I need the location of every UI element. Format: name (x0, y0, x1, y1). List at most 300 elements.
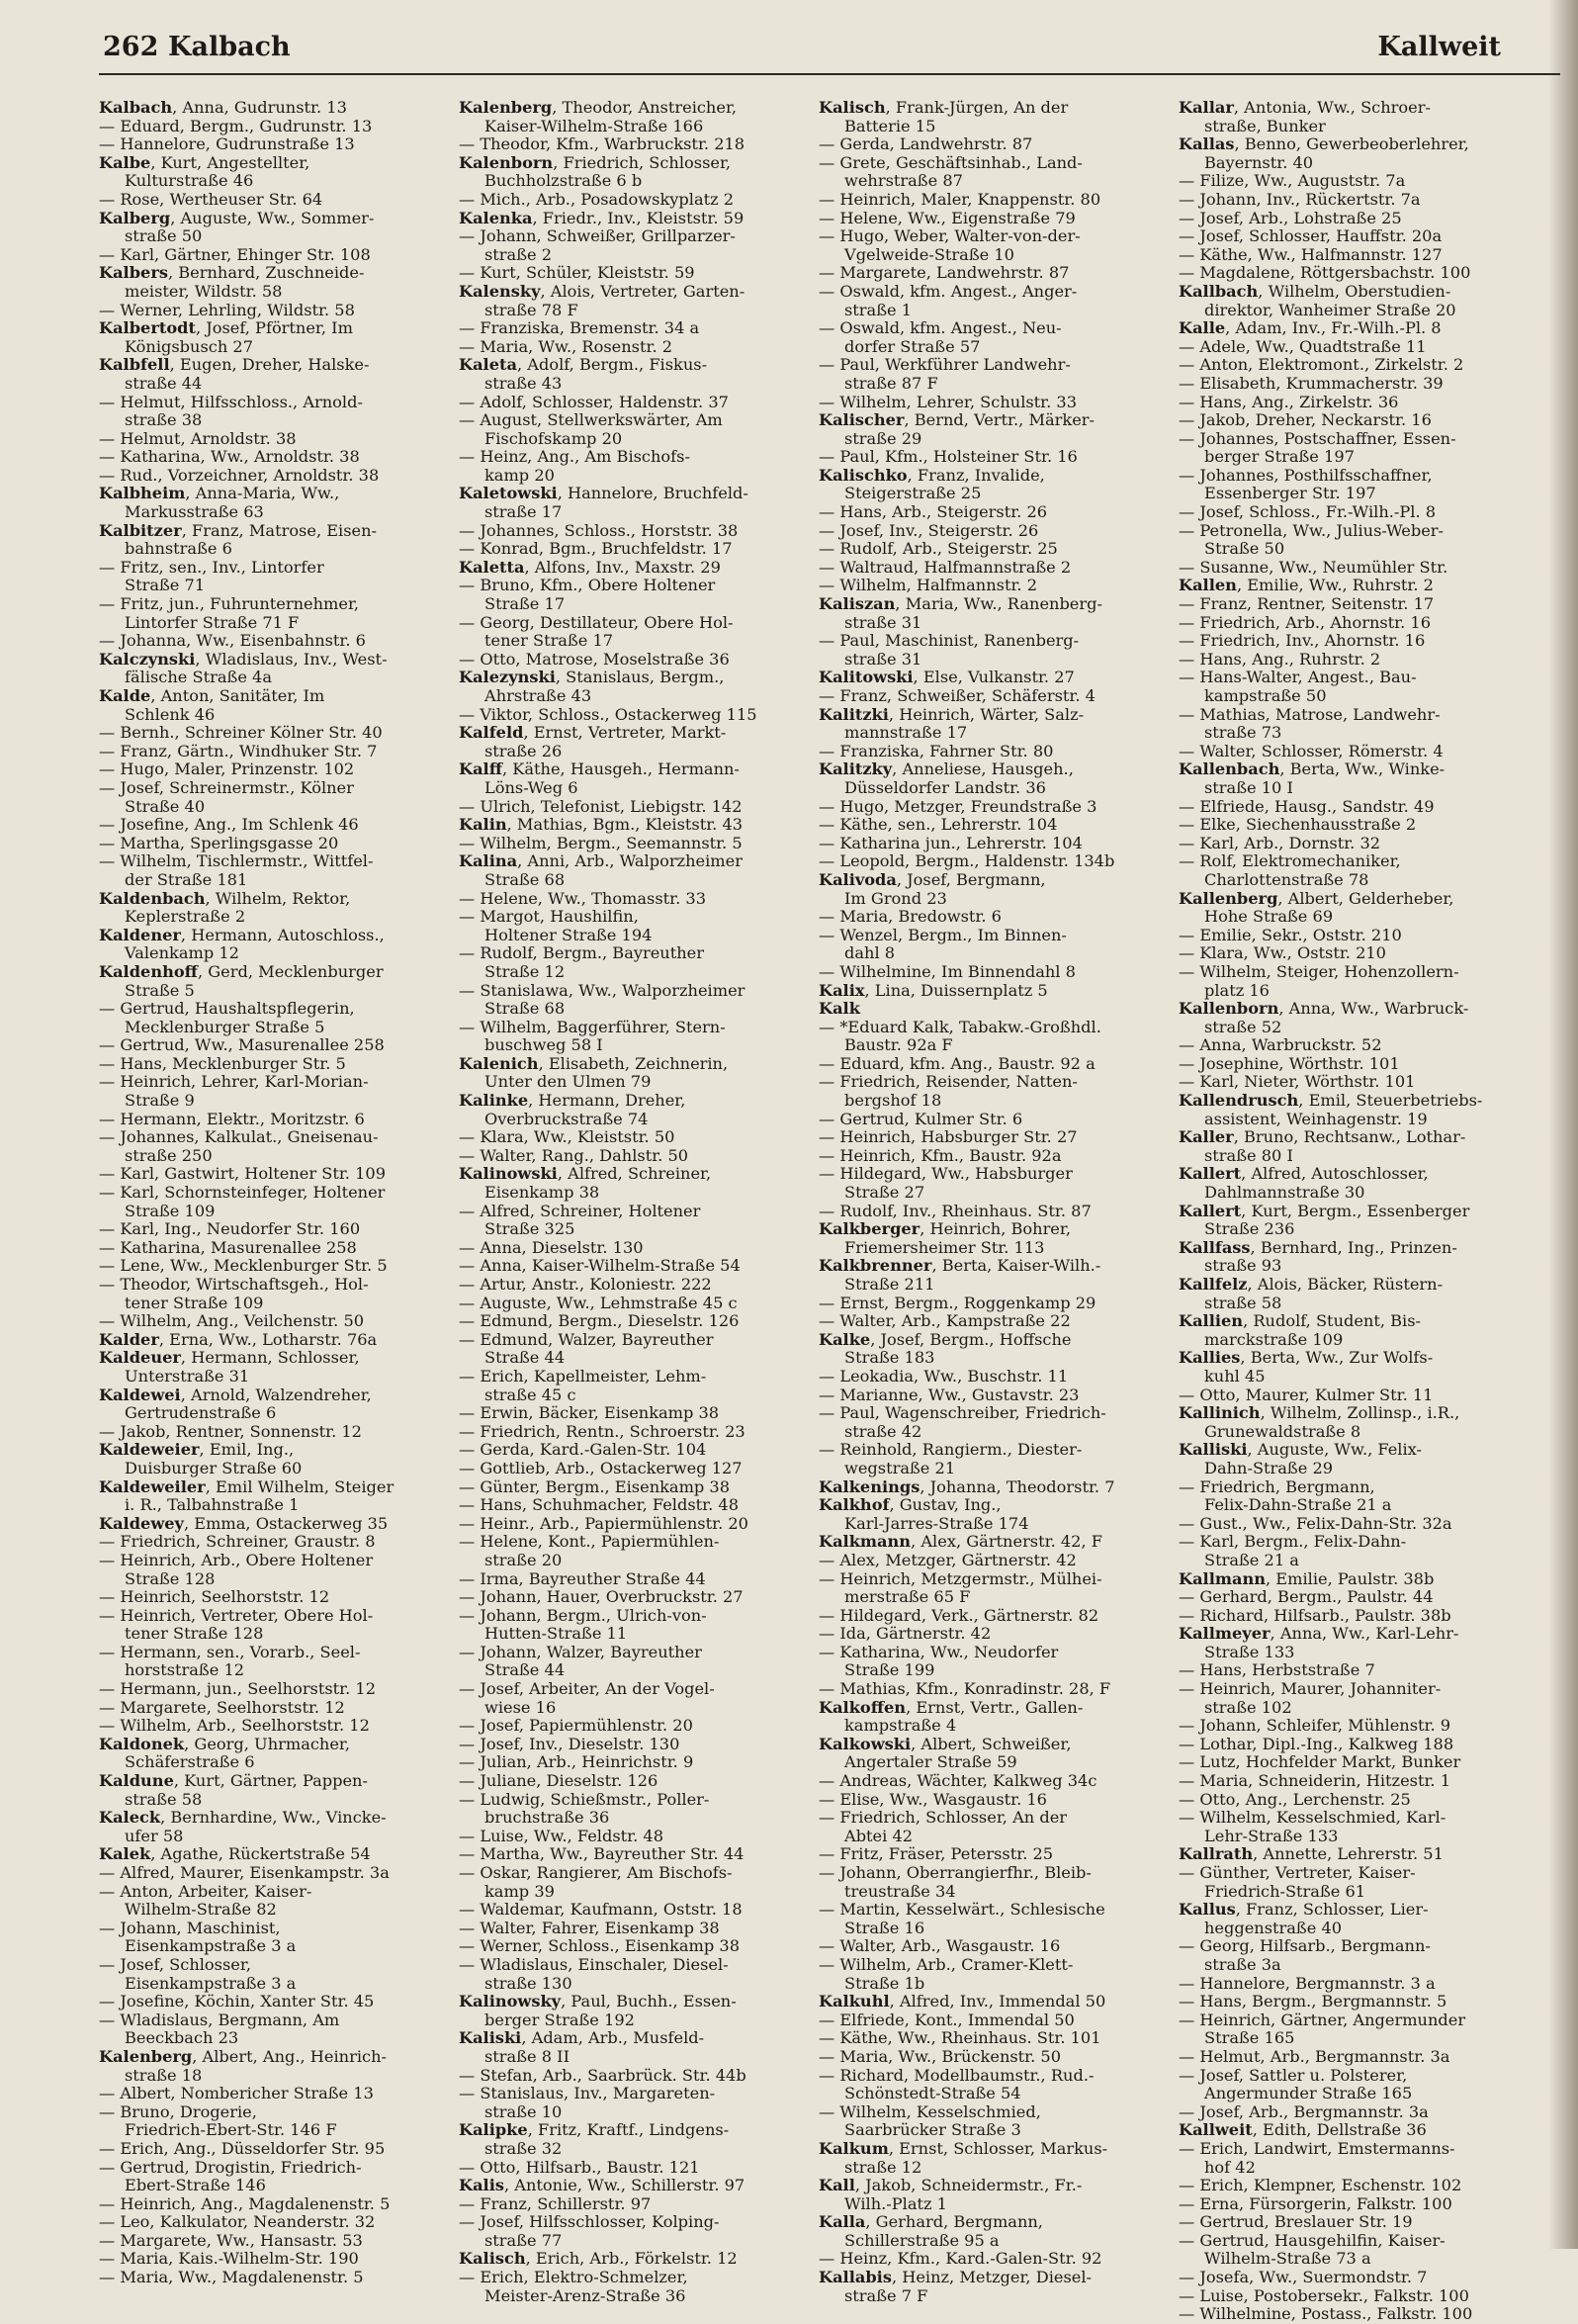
entry-surname: Kaletta (459, 557, 525, 577)
directory-entry (459, 577, 805, 613)
entry-text: — Susanne, Ww., Neumühler Str. (1179, 557, 1448, 577)
entry-text: , Franz, Invalide, (907, 465, 1045, 485)
directory-entry (99, 1607, 445, 1644)
entry-continuation: assistent, Weinhagenstr. 19 (1204, 1109, 1428, 1128)
entry-text: , Albert, Gelderheber, (1277, 888, 1454, 908)
entry-continuation: Duisburger Straße 60 (125, 1458, 303, 1477)
entry-text: , Friedrich, Schlosser, (553, 152, 732, 172)
entry-continuation: straße 80 I (1204, 1145, 1293, 1165)
entry-surname: Kalinowsky (459, 1992, 562, 2011)
entry-text: — Paul, Wagenschreiber, Friedrich- (819, 1403, 1106, 1423)
entry-text: — Hans, Herbststraße 7 (1179, 1660, 1375, 1680)
entry-text: — Bruno, Kfm., Obere Holtener (459, 576, 716, 595)
directory-entry (459, 1368, 805, 1404)
directory-entry (1179, 1993, 1525, 2011)
entry-text: — Margarete, Seelhorststr. 12 (99, 1697, 345, 1717)
directory-entry (1179, 1736, 1525, 1754)
entry-text: — Walter, Fahrer, Eisenkamp 38 (459, 1918, 720, 1937)
directory-entry (99, 1956, 445, 1993)
entry-text: — Auguste, Ww., Lehmstraße 45 c (459, 1293, 738, 1312)
entry-text: — Hermann, Elektr., Moritzstr. 6 (99, 1109, 365, 1128)
directory-entry (99, 1220, 445, 1239)
entry-text: , Alois, Bäcker, Rüstern- (1247, 1275, 1444, 1294)
entry-continuation: treustraße 34 (844, 1881, 956, 1901)
directory-entry (819, 871, 1165, 908)
entry-text: — Marianne, Ww., Gustavstr. 23 (819, 1385, 1080, 1404)
directory-entry (1179, 1717, 1525, 1736)
directory-entry (1179, 1165, 1525, 1202)
entry-text: — Josef, Schreinermstr., Kölner (99, 777, 354, 797)
entry-text: — Heinrich, Metzgermstr., Mülhei- (819, 1568, 1102, 1588)
entry-continuation: mannstraße 17 (844, 723, 968, 743)
entry-continuation: straße 58 (1204, 1293, 1282, 1312)
directory-entry (1179, 577, 1525, 595)
directory-entry (1179, 1607, 1525, 1626)
entry-continuation: Ahrstraße 43 (484, 686, 592, 705)
directory-entry (459, 540, 805, 559)
entry-continuation: Im Grond 23 (844, 888, 947, 908)
directory-entry (99, 1331, 445, 1350)
directory-entry (819, 1128, 1165, 1147)
directory-entry (99, 2085, 445, 2103)
entry-text: — Rudolf, Inv., Rheinhaus. Str. 87 (819, 1201, 1092, 1220)
entry-continuation: platz 16 (1204, 980, 1270, 1000)
entry-continuation: Lintorfer Straße 71 F (125, 612, 300, 632)
entry-surname: Kaleck (99, 1808, 161, 1828)
entry-text: — Hans-Walter, Angest., Bau- (1179, 668, 1417, 687)
entry-text: — Oswald, kfm. Angest., Neu- (819, 318, 1062, 338)
directory-entry (99, 485, 445, 521)
entry-text: — Hugo, Weber, Walter-von-der- (819, 226, 1081, 246)
entry-continuation: buschweg 58 I (484, 1035, 603, 1055)
directory-entry (459, 191, 805, 210)
directory-entry (459, 394, 805, 412)
entry-continuation: Straße 12 (484, 961, 566, 981)
entry-surname: Kalisch (819, 98, 886, 117)
directory-entry (99, 1644, 445, 1680)
entry-text: , Mathias, Bgm., Kleiststr. 43 (506, 815, 744, 835)
entry-text: , Eugen, Dreher, Halske- (169, 355, 370, 375)
entry-continuation: Straße 50 (1204, 539, 1285, 559)
entry-continuation: straße 20 (484, 1550, 563, 1569)
entry-text: , Anton, Sanitäter, Im (150, 686, 325, 705)
entry-continuation: Wilh.-Platz 1 (844, 2193, 947, 2213)
directory-entry (1179, 394, 1525, 412)
directory-entry (99, 191, 445, 210)
entry-surname: Kallbach (1179, 281, 1259, 301)
entry-text: , Emil Wilhelm, Steiger (205, 1476, 394, 1496)
directory-entry (819, 2269, 1165, 2305)
entry-surname: Kallenbach (1179, 760, 1280, 779)
entry-surname: Kaliszan (819, 594, 896, 614)
directory-entry (819, 1203, 1165, 1221)
entry-text: , Rudolf, Student, Bis- (1243, 1311, 1422, 1331)
entry-text: — Günther, Vertreter, Kaiser- (1179, 1863, 1416, 1882)
entry-continuation: Baustr. 92a F (844, 1035, 953, 1055)
entry-text: — Käthe, Ww., Rheinhaus. Str. 101 (819, 2028, 1101, 2048)
entry-surname: Kalischko (819, 465, 908, 485)
entry-text: , Emma, Ostackerweg 35 (183, 1513, 389, 1533)
entry-continuation: Straße 68 (484, 869, 566, 889)
entry-text: — Leokadia, Ww., Buschstr. 11 (819, 1366, 1069, 1385)
entry-text: — Edmund, Walzer, Bayreuther (459, 1329, 714, 1349)
directory-entry (99, 1036, 445, 1055)
directory-entry (819, 264, 1165, 283)
directory-entry (1179, 135, 1525, 172)
entry-surname: Kalbertodt (99, 318, 196, 338)
directory-entry (819, 1993, 1165, 2011)
entry-text: — Karl, Gärtner, Ehinger Str. 108 (99, 244, 371, 264)
entry-text: — Wladislaus, Einschaler, Diesel- (459, 1954, 729, 1974)
entry-continuation: Straße 71 (125, 576, 206, 595)
entry-text: — Gertrud, Haushaltspflegerin, (99, 999, 355, 1019)
directory-entry (819, 154, 1165, 191)
directory-entry (1179, 1092, 1525, 1128)
directory-entry (459, 1404, 805, 1423)
entry-text: — Maria, Ww., Brückenstr. 50 (819, 2046, 1062, 2066)
entry-text: — Katharina, Masurenallee 258 (99, 1237, 357, 1257)
entry-surname: Kalkmann (819, 1532, 912, 1552)
directory-entry (459, 1128, 805, 1147)
directory-entry (459, 448, 805, 485)
directory-entry (819, 1533, 1165, 1552)
entry-surname: Kallabis (819, 2268, 892, 2287)
entry-text: — Maria, Bredowstr. 6 (819, 907, 1002, 927)
entry-text: — Bernh., Schreiner Kölner Str. 40 (99, 723, 383, 743)
entry-text: — Eduard, Bergm., Gudrunstr. 13 (99, 116, 373, 135)
directory-entry (1179, 246, 1525, 265)
entry-continuation: straße 7 F (844, 2285, 928, 2305)
entry-surname: Kalbheim (99, 484, 186, 503)
entry-text: — Gerda, Kard.-Galen-Str. 104 (459, 1440, 707, 1460)
entry-continuation: straße 3a (1204, 1954, 1281, 1974)
entry-text: — Heinrich, Ang., Magdalenenstr. 5 (99, 2193, 391, 2213)
entry-text: — Wilhelm, Tischlermstr., Wittfel- (99, 851, 374, 871)
entry-text: — Karl, Arb., Dornstr. 32 (1179, 833, 1381, 852)
directory-entry (99, 1515, 445, 1534)
entry-continuation: Buchholzstraße 6 b (484, 171, 643, 191)
directory-entry (819, 2048, 1165, 2067)
directory-entry (1179, 1000, 1525, 1036)
entry-text: , Emil, Steuerbetriebs- (1298, 1091, 1483, 1111)
directory-entry (819, 1644, 1165, 1680)
right-guide-word: Kallweit (1377, 32, 1501, 62)
page-header (99, 18, 1560, 75)
entry-text: , Stanislaus, Bergm., (555, 668, 725, 687)
directory-entry (99, 2213, 445, 2232)
entry-text: , Alex, Gärtnerstr. 42, F (911, 1532, 1102, 1552)
directory-entry (1179, 503, 1525, 522)
directory-entry (819, 135, 1165, 154)
entry-text: , Gustav, Ing., (889, 1495, 1002, 1515)
entry-continuation: straße 10 I (1204, 777, 1293, 797)
directory-entry (819, 1845, 1165, 1864)
entry-continuation: straße 44 (125, 373, 203, 393)
entry-continuation: direktor, Wanheimer Straße 20 (1204, 300, 1456, 319)
entry-surname: Kaliski (459, 2028, 522, 2048)
directory-entry (819, 632, 1165, 669)
entry-text: — Friedrich, Reisender, Natten- (819, 1072, 1078, 1092)
entry-text: , Anneliese, Hausgeh., (892, 760, 1074, 779)
entry-text: — Magdalene, Röttgersbachstr. 100 (1179, 263, 1471, 283)
entry-text: , Käthe, Hausgeh., Hermann- (502, 760, 740, 779)
entry-continuation: Markusstraße 63 (125, 502, 264, 522)
entry-continuation: straße 73 (1204, 723, 1282, 743)
directory-entry (459, 2159, 805, 2178)
directory-entry (99, 1073, 445, 1110)
directory-entry (459, 1276, 805, 1295)
entry-text: , Wilhelm, Zollinsp., i.R., (1260, 1403, 1460, 1423)
entry-surname: Kaldener (99, 925, 181, 944)
directory-entry (459, 1312, 805, 1331)
directory-entry (1179, 632, 1525, 651)
directory-entry (1179, 2067, 1525, 2103)
directory-entry (99, 2269, 445, 2287)
directory-entry (1179, 1588, 1525, 1607)
directory-entry (1179, 172, 1525, 191)
entry-text: — Heinrich, Habsburger Str. 27 (819, 1127, 1078, 1147)
directory-entry (1179, 2177, 1525, 2195)
entry-continuation: ufer 58 (125, 1826, 184, 1845)
directory-entry (1179, 890, 1525, 927)
directory-entry (819, 1864, 1165, 1901)
entry-text: , Heinrich, Wärter, Salz- (888, 704, 1085, 724)
entry-text: — Margarete, Ww., Hansastr. 53 (99, 2230, 363, 2250)
entry-continuation: straße 78 F (484, 300, 578, 319)
entry-text: — Emilie, Sekr., Oststr. 210 (1179, 925, 1402, 944)
entry-text: , Bernhard, Ing., Prinzen- (1250, 1237, 1457, 1257)
entry-text: — Friedrich, Arb., Ahornstr. 16 (1179, 612, 1432, 632)
entry-continuation: Meister-Arenz-Straße 36 (484, 2285, 686, 2305)
entry-text: , Berta, Kaiser-Wilh.- (931, 1256, 1101, 1276)
directory-entry (459, 1496, 805, 1515)
entry-surname: Kaldeweier (99, 1440, 200, 1460)
entry-text: — Anna, Warbruckstr. 52 (1179, 1035, 1382, 1055)
entry-surname: Kaldewei (99, 1385, 181, 1404)
entry-text: — Martha, Ww., Bayreuther Str. 44 (459, 1844, 745, 1864)
entry-text: — Elise, Ww., Wasgaustr. 16 (819, 1789, 1047, 1809)
entry-continuation: der Straße 181 (125, 869, 248, 889)
directory-entry (819, 1736, 1165, 1772)
entry-continuation: Schäferstraße 6 (125, 1752, 255, 1772)
directory-entry (1179, 1533, 1525, 1569)
entry-text: — Richard, Modellbaumstr., Rud.- (819, 2065, 1095, 2085)
entry-text: — Helene, Ww., Thomasstr. 33 (459, 888, 707, 908)
entry-surname: Kaleta (459, 355, 517, 375)
entry-text: — Alfred, Schreiner, Holtener (459, 1201, 701, 1220)
page-edge-shadow (1548, 0, 1578, 2249)
entry-text: — Ulrich, Telefonist, Liebigstr. 142 (459, 796, 743, 816)
entry-text: — Wilhelmine, Postass., Falkstr. 100 (1179, 2304, 1473, 2324)
directory-entry (819, 1937, 1165, 1956)
directory-entry (819, 852, 1165, 871)
entry-text: — Mich., Arb., Posadowskyplatz 2 (459, 189, 735, 209)
entry-text: , Paul, Buchh., Essen- (561, 1992, 737, 2011)
directory-entry (459, 1165, 805, 1202)
entry-text: — Walter, Schlosser, Römerstr. 4 (1179, 741, 1444, 760)
directory-entry (1179, 835, 1525, 853)
entry-text: — Elisabeth, Krummacherstr. 39 (1179, 373, 1444, 393)
entry-surname: Kalbe (99, 152, 151, 172)
directory-entry (459, 852, 805, 889)
entry-surname: Kalbach (99, 98, 173, 117)
entry-text: — Otto, Ang., Lerchenstr. 25 (1179, 1789, 1411, 1809)
entry-continuation: dahl 8 (844, 943, 896, 963)
entry-continuation: Hutten-Straße 11 (484, 1624, 628, 1644)
directory-entry (819, 522, 1165, 541)
entry-surname: Kalczynski (99, 649, 196, 669)
directory-entry (459, 890, 805, 909)
directory-entry (819, 908, 1165, 927)
entry-text: , Ernst, Schlosser, Markus- (888, 2138, 1108, 2158)
entry-text: , Lina, Duissernplatz 5 (864, 980, 1048, 1000)
directory-entry (99, 595, 445, 632)
directory-entry (459, 1533, 805, 1569)
entry-continuation: kamp 39 (484, 1881, 555, 1901)
directory-entry (1179, 927, 1525, 945)
entry-continuation: Schönstedt-Straße 54 (844, 2084, 1021, 2103)
entry-text: — Paul, Werkführer Landwehr- (819, 355, 1071, 375)
directory-entry (1179, 1036, 1525, 1055)
directory-entry (99, 154, 445, 191)
directory-entry (1179, 1809, 1525, 1845)
entry-text: — Josef, Inv., Dieselstr. 130 (459, 1734, 680, 1753)
entry-text: , Frank-Jürgen, An der (885, 98, 1069, 117)
directory-entry (99, 118, 445, 136)
entry-continuation: bergshof 18 (844, 1091, 942, 1111)
entry-continuation: wehrstraße 87 (844, 171, 963, 191)
entry-surname: Kalliski (1179, 1440, 1248, 1460)
entry-text: — Wilhelm, Baggerführer, Stern- (459, 1017, 726, 1036)
entry-text: — Gertrud, Drogistin, Friedrich- (99, 2157, 362, 2177)
directory-entry (1179, 430, 1525, 467)
entry-surname: Kalitowski (819, 668, 914, 687)
directory-entry (99, 835, 445, 853)
entry-text: — Hans, Arb., Steigerstr. 26 (819, 502, 1048, 522)
directory-entry (1179, 706, 1525, 743)
directory-entry (99, 1588, 445, 1607)
entry-continuation: berger Straße 197 (1204, 447, 1355, 467)
entry-continuation: straße 58 (125, 1789, 203, 1809)
entry-continuation: Friemersheimer Str. 113 (844, 1237, 1045, 1257)
entry-text: — Leopold, Bergm., Haldenstr. 134b (819, 851, 1115, 871)
entry-text: — Josef, Papiermühlenstr. 20 (459, 1716, 693, 1736)
directory-entry (819, 798, 1165, 817)
entry-continuation: Straße 128 (125, 1568, 216, 1588)
entry-text: , Antonia, Ww., Schroer- (1233, 98, 1431, 117)
entry-surname: Kalbers (99, 263, 168, 283)
directory-entry (819, 2250, 1165, 2269)
directory-entry (1179, 1276, 1525, 1312)
directory-entry (819, 540, 1165, 559)
entry-continuation: Straße 17 (484, 594, 566, 614)
directory-entry (459, 1331, 805, 1368)
entry-text: — Hans, Bergm., Bergmannstr. 5 (1179, 1992, 1447, 2011)
entry-text: — Andreas, Wächter, Kalkweg 34c (819, 1771, 1097, 1791)
directory-entry (819, 1055, 1165, 1074)
entry-continuation: i. R., Talbahnstraße 1 (125, 1495, 300, 1515)
directory-entry (459, 2177, 805, 2195)
entry-continuation: Königsbusch 27 (125, 336, 254, 356)
directory-entry (459, 908, 805, 944)
directory-entry (1179, 319, 1525, 338)
directory-entry (459, 1460, 805, 1478)
entry-text: , Emilie, Paulstr. 38b (1266, 1568, 1435, 1588)
entry-text: — Maria, Kais.-Wilhelm-Str. 190 (99, 2249, 359, 2269)
directory-entry (819, 1111, 1165, 1129)
entry-text: — Otto, Matrose, Moselstraße 36 (459, 649, 730, 669)
directory-entry (99, 2140, 445, 2159)
entry-continuation: kampstraße 50 (1204, 686, 1327, 705)
entry-text: — Filize, Ww., Auguststr. 7a (1179, 171, 1406, 191)
directory-entry (459, 1147, 805, 1166)
entry-text: — Heinrich, Maler, Knappenstr. 80 (819, 189, 1101, 209)
directory-entry (819, 1441, 1165, 1477)
directory-entry (459, 1772, 805, 1791)
entry-text: — Josefine, Ang., Im Schlenk 46 (99, 815, 359, 835)
entry-continuation: Straße 183 (844, 1348, 935, 1368)
directory-entry (459, 338, 805, 357)
entry-text: — Alex, Metzger, Gärtnerstr. 42 (819, 1550, 1077, 1569)
directory-entry (99, 559, 445, 595)
entry-text: , Josef, Bergmann, (896, 869, 1046, 889)
directory-entry (1179, 191, 1525, 210)
entry-continuation: Felix-Dahn-Straße 21 a (1204, 1495, 1392, 1515)
entry-continuation: straße 130 (484, 1973, 572, 1993)
entry-text: — Gertrud, Ww., Masurenallee 258 (99, 1035, 385, 1055)
directory-entry (459, 1828, 805, 1846)
entry-continuation: Steigerstraße 25 (844, 484, 982, 503)
entry-text: — Josef, Arbeiter, An der Vogel- (459, 1679, 715, 1699)
entry-surname: Kallmeyer (1179, 1624, 1271, 1644)
entry-surname: Kalkowski (819, 1734, 912, 1753)
entry-continuation: meister, Wildstr. 58 (125, 281, 283, 301)
directory-entry (459, 1680, 805, 1717)
entry-text: — Lene, Ww., Mecklenburger Str. 5 (99, 1256, 388, 1276)
directory-entry (1179, 1239, 1525, 1276)
directory-entry (1179, 798, 1525, 817)
entry-text: — Stanislaus, Inv., Margareten- (459, 2084, 716, 2103)
directory-entry (459, 2067, 805, 2086)
entry-text: — Otto, Hilfsarb., Baustr. 121 (459, 2157, 700, 2177)
directory-entry (99, 1717, 445, 1736)
directory-entry (1179, 1753, 1525, 1772)
entry-surname: Kalenberg (99, 2046, 193, 2066)
entry-surname: Kall (819, 2176, 855, 2195)
directory-entry (99, 687, 445, 724)
directory-entry (459, 1736, 805, 1754)
directory-entry (819, 2177, 1165, 2213)
directory-entry (99, 319, 445, 356)
entry-surname: Kallrath (1179, 1844, 1254, 1864)
entry-surname: Kalina (459, 851, 518, 871)
entry-continuation: Dahn-Straße 29 (1204, 1458, 1334, 1477)
directory-entry (99, 1552, 445, 1588)
entry-continuation: Straße 325 (484, 1219, 575, 1239)
directory-entry (1179, 669, 1525, 705)
entry-text: , Annette, Lehrerstr. 51 (1253, 1844, 1444, 1864)
entry-surname: Kalinowski (459, 1164, 558, 1184)
directory-entry (99, 779, 445, 816)
entry-text: — Heinrich, Lehrer, Karl-Morian- (99, 1072, 369, 1092)
entry-text: — Helmut, Hilfsschloss., Arnold- (99, 392, 363, 411)
directory-entry (819, 559, 1165, 578)
entry-text: — *Eduard Kalk, Tabakw.-Großhdl. (819, 1017, 1101, 1036)
entry-text: — Juliane, Dieselstr. 126 (459, 1771, 658, 1791)
entry-text: — Wilhelm, Bergm., Seemannstr. 5 (459, 833, 743, 852)
directory-entry (1179, 1055, 1525, 1074)
entry-surname: Kalkenings (819, 1476, 920, 1496)
